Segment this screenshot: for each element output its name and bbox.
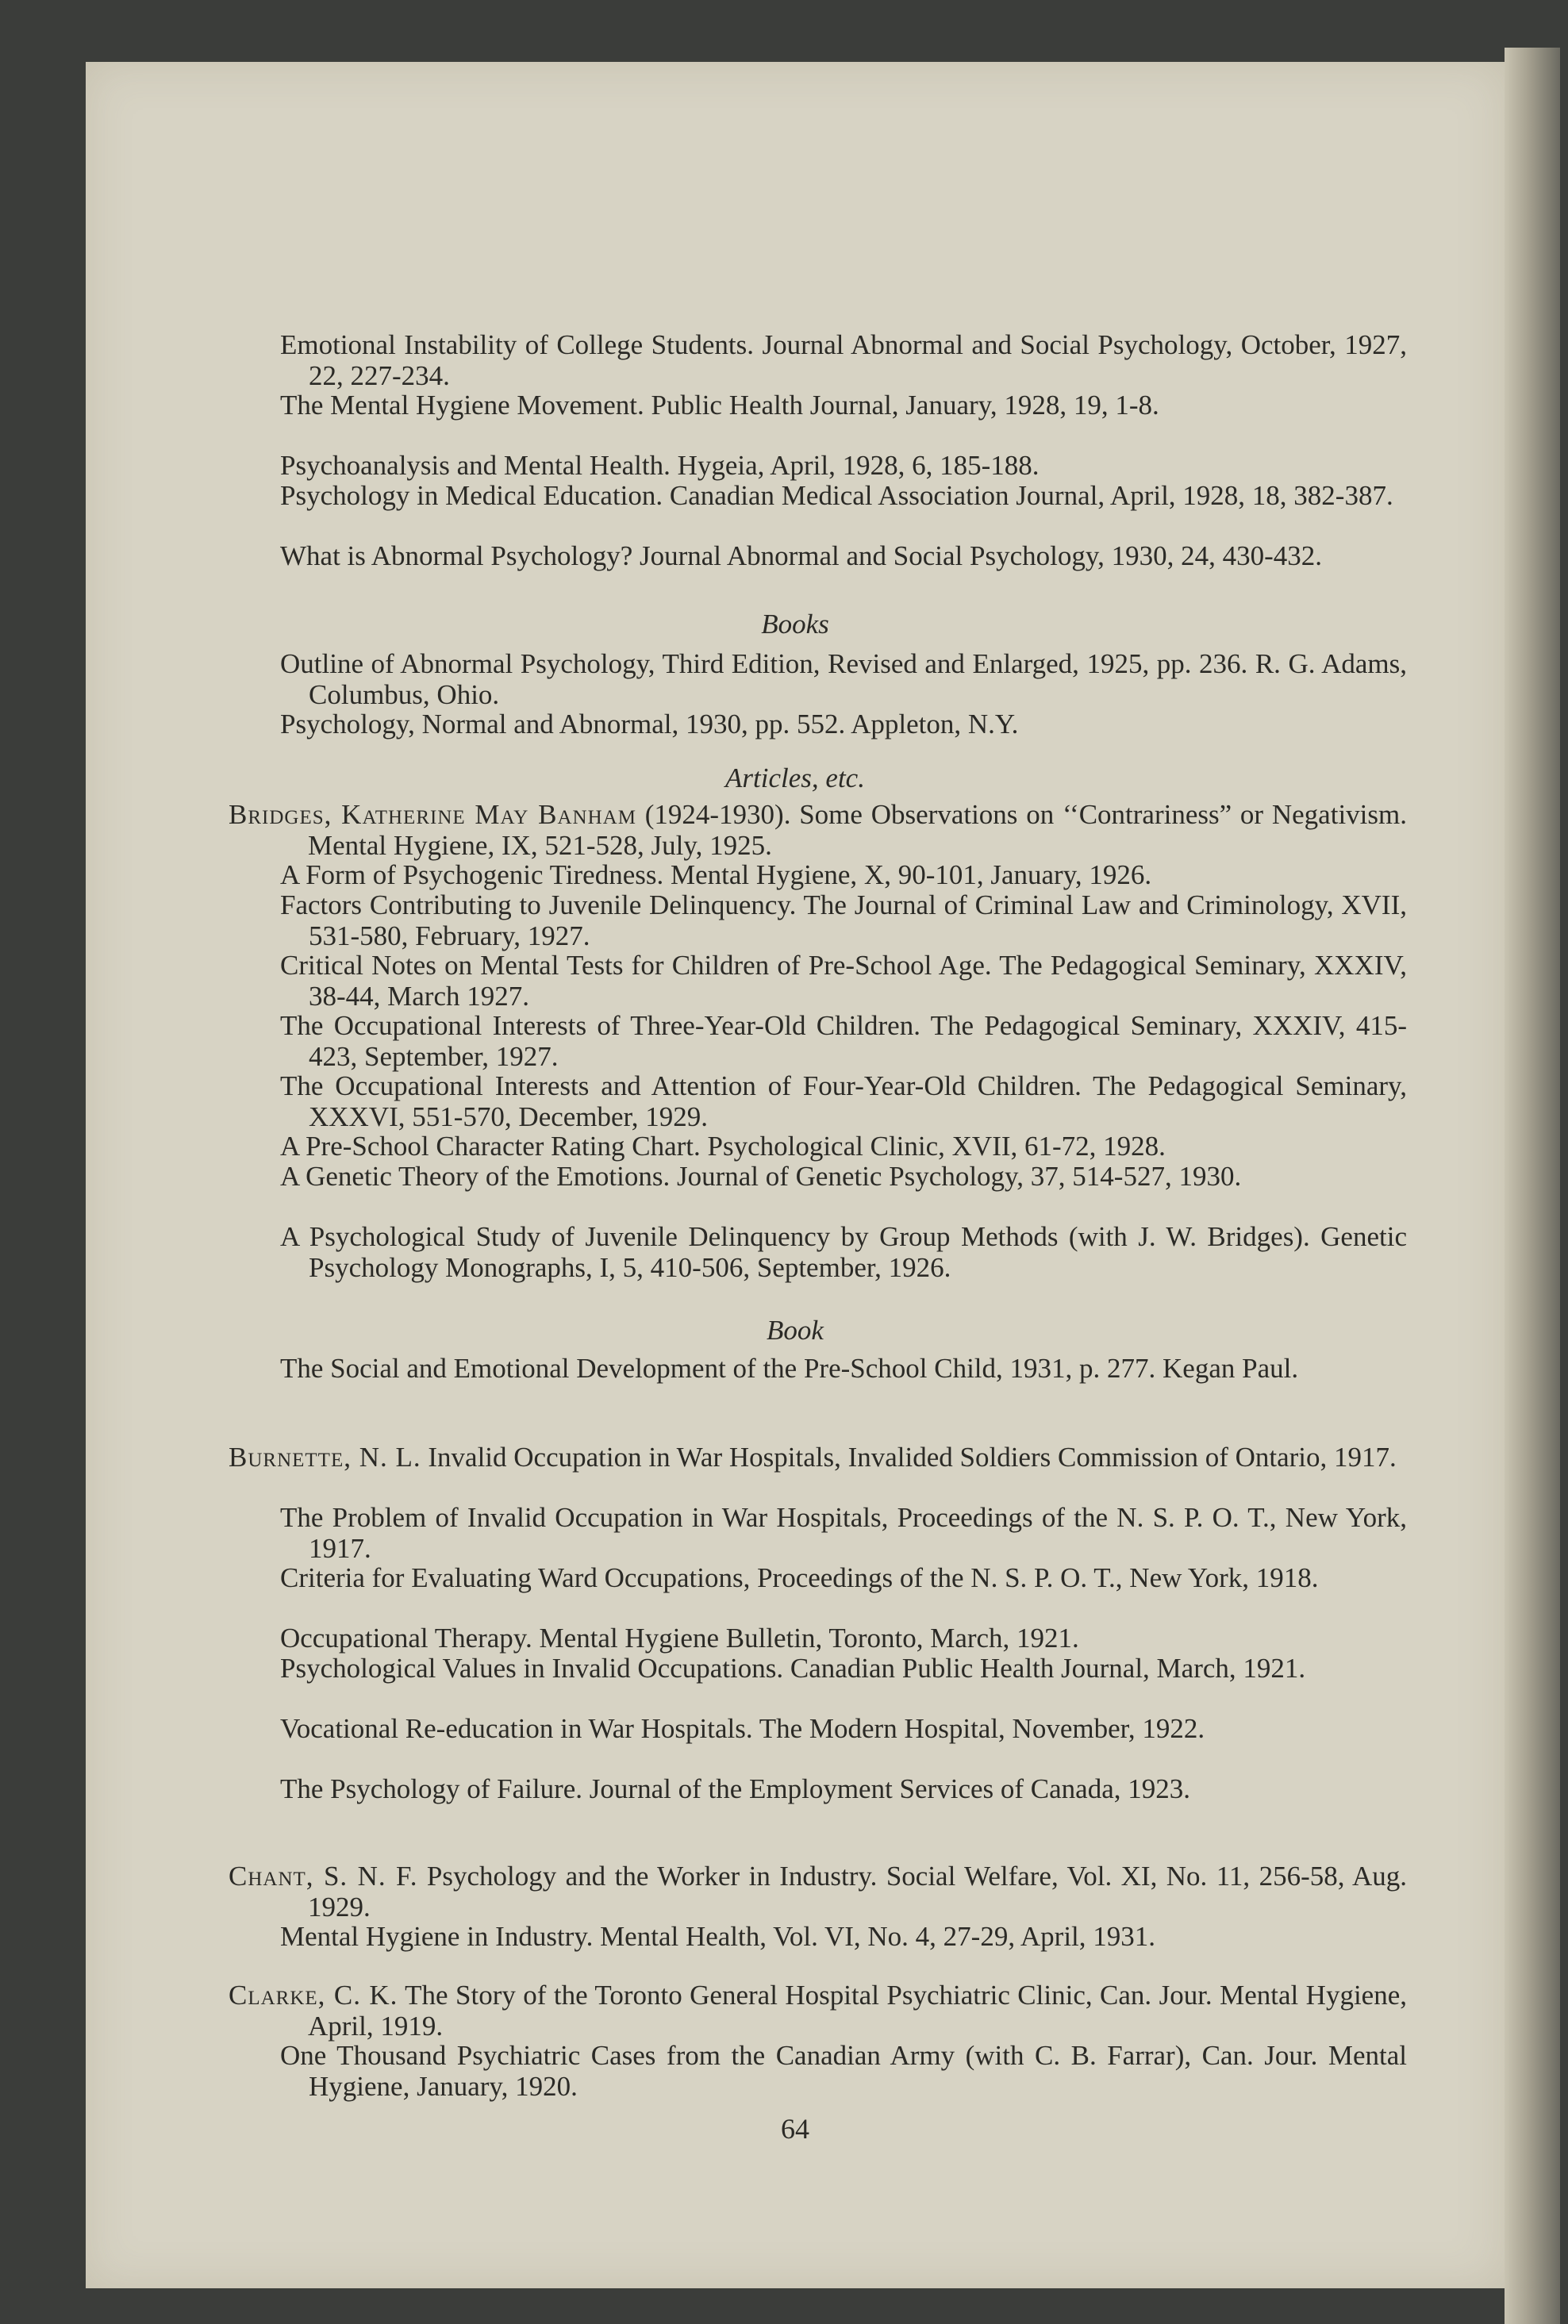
entry-chant-first-text: Psychology and the Worker in Industry. Social Welfare, Vol. XI, No. 11, 256-58, Aug. 1929.: [308, 1861, 1407, 1923]
author-bridges: Bridges, Katherine May Banham: [229, 799, 636, 830]
books-heading: Books: [761, 609, 829, 640]
book-psychology-normal: Psychology, Normal and Abnormal, 1930, pp. 552. Appleton, N.Y.: [280, 709, 1019, 739]
page-edge: [1505, 48, 1560, 2324]
entry-psychology-medical-education: Psychology in Medical Education. Canadian Medical Association Journal, April, 1928, 18, 382-387.: [280, 480, 1393, 511]
entry-burnette-5: Vocational Re-education in War Hospitals. The Modern Hospital, November, 1922.: [280, 1713, 1205, 1744]
document-page: [86, 62, 1505, 2288]
entry-burnette-1: The Problem of Invalid Occupation in War Hospitals, Proceedings of the N. S. P. O. T., New York, 1917.: [280, 1502, 1407, 1564]
entry-bridges-5: The Occupational Interests and Attention of Four-Year-Old Children. The Pedagogical Seminary, XXXVI, 551-570, December, 1929.: [280, 1070, 1407, 1132]
page-number: 64: [781, 2113, 809, 2145]
author-burnette: Burnette, N. L.: [229, 1442, 421, 1473]
entry-burnette-first: [229, 1442, 1407, 1473]
entry-burnette-6: The Psychology of Failure. Journal of the Employment Services of Canada, 1923.: [280, 1773, 1190, 1804]
entry-emotional-instability: Emotional Instability of College Students. Journal Abnormal and Social Psychology, October, 1927, 22, 227-234.: [280, 329, 1407, 391]
entry-chant-first: [229, 1861, 1407, 1923]
entry-bridges-6: A Pre-School Character Rating Chart. Psychological Clinic, XVII, 61-72, 1928.: [280, 1131, 1166, 1162]
entry-mental-hygiene-movement: The Mental Hygiene Movement. Public Health Journal, January, 1928, 19, 1-8.: [280, 390, 1159, 421]
entry-burnette-3: Occupational Therapy. Mental Hygiene Bulletin, Toronto, March, 1921.: [280, 1623, 1079, 1654]
entry-clarke-first-text: The Story of the Toronto General Hospital Psychiatric Clinic, Can. Jour. Mental Hygiene, April, 1919.: [308, 1980, 1407, 2042]
entry-bridges-1: A Form of Psychogenic Tiredness. Mental Hygiene, X, 90-101, January, 1926.: [280, 859, 1152, 890]
book-outline: Outline of Abnormal Psychology, Third Edition, Revised and Enlarged, 1925, pp. 236. R. G. Adams, Columbus, Ohio.: [280, 648, 1407, 710]
entry-bridges-2: Factors Contributing to Juvenile Delinquency. The Journal of Criminal Law and Criminology, XVII, 531-580, February, 1927.: [280, 889, 1407, 951]
entry-bridges-first: [229, 800, 1407, 861]
entry-burnette-2: Criteria for Evaluating Ward Occupations, Proceedings of the N. S. P. O. T., New York, 1918.: [280, 1562, 1319, 1593]
entry-bridges-4: The Occupational Interests of Three-Year-Old Children. The Pedagogical Seminary, XXXIV, 415-423, September, 1927.: [280, 1010, 1407, 1072]
entry-bridges-7: A Genetic Theory of the Emotions. Journal of Genetic Psychology, 37, 514-527, 1930.: [280, 1161, 1242, 1192]
entry-clarke-1: One Thousand Psychiatric Cases from the Canadian Army (with C. B. Farrar), Can. Jour. Mental Hygiene, January, 1920.: [280, 2040, 1407, 2102]
articles-heading: Articles, etc.: [725, 763, 865, 793]
author-clarke: Clarke, C. K.: [229, 1980, 398, 2011]
page-text: [86, 62, 1505, 2288]
entry-chant-1: Mental Hygiene in Industry. Mental Health, Vol. VI, No. 4, 27-29, April, 1931.: [280, 1921, 1156, 1952]
book-heading: Book: [767, 1315, 824, 1346]
entry-bridges-first-text: (1924-1930). Some Observations on ‘‘Contrariness” or Negativism. Mental Hygiene, IX, 521-528, July, 1925.: [308, 799, 1407, 861]
entry-psychoanalysis: Psychoanalysis and Mental Health. Hygeia, April, 1928, 6, 185-188.: [280, 450, 1040, 481]
entry-bridges-book: The Social and Emotional Development of the Pre-School Child, 1931, p. 277. Kegan Paul.: [280, 1353, 1299, 1384]
entry-burnette-first-text: Invalid Occupation in War Hospitals, Invalided Soldiers Commission of Ontario, 1917.: [421, 1442, 1397, 1473]
entry-burnette-4: Psychological Values in Invalid Occupations. Canadian Public Health Journal, March, 1921.: [280, 1653, 1306, 1684]
entry-what-is-abnormal: What is Abnormal Psychology? Journal Abnormal and Social Psychology, 1930, 24, 430-432.: [280, 540, 1323, 571]
entry-bridges-8: A Psychological Study of Juvenile Delinquency by Group Methods (with J. W. Bridges). Genetic Psychology Monographs, I, 5, 410-506, September, 1926.: [280, 1221, 1407, 1283]
author-chant: Chant, S. N. F.: [229, 1861, 418, 1892]
entry-clarke-first: [229, 1980, 1407, 2042]
entry-bridges-3: Critical Notes on Mental Tests for Children of Pre-School Age. The Pedagogical Seminary, XXXIV, 38-44, March 1927.: [280, 950, 1407, 1012]
